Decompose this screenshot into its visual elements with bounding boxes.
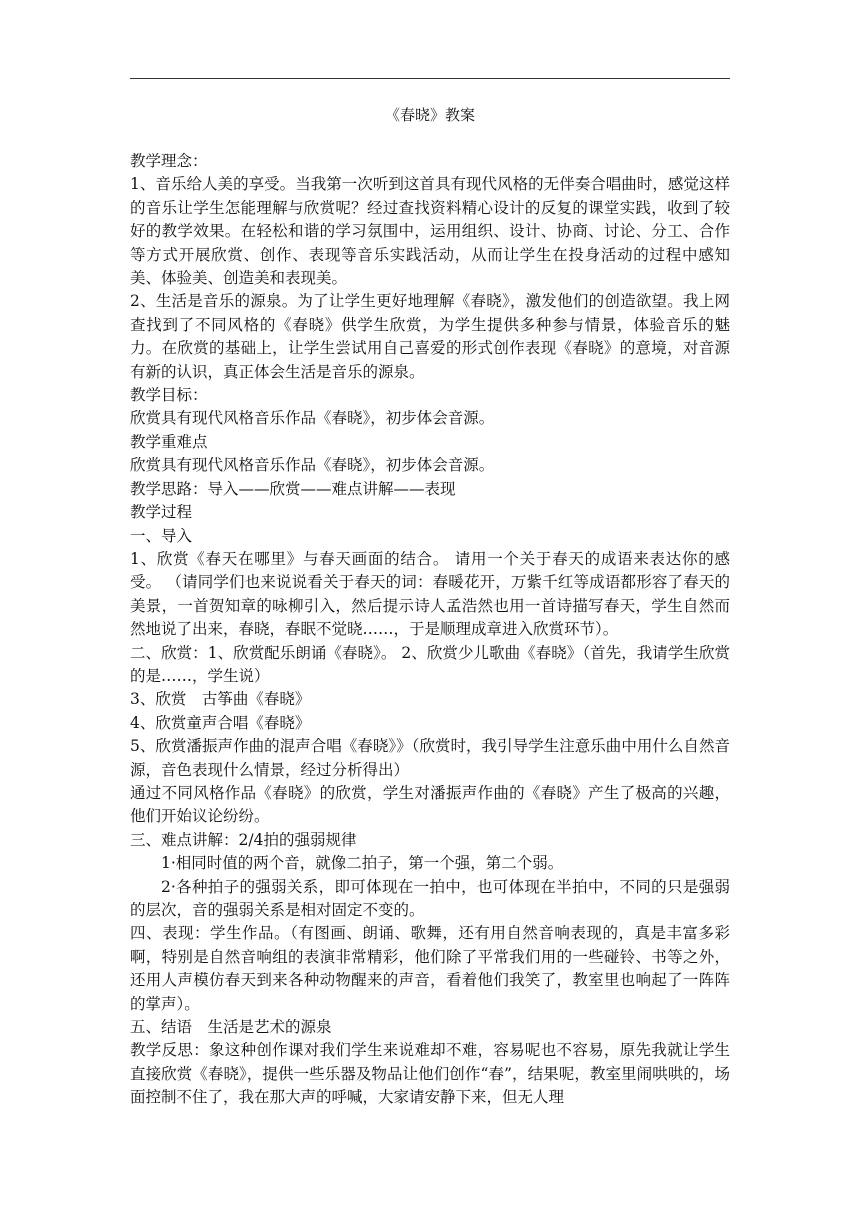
paragraph: 2、生活是音乐的源泉。为了让学生更好地理解《春晓》，激发他们的创造欲望。我上网查找到了不同风格的《春晓》供学生欣赏，为学生提供多种参与情景，体验音乐的魅力。在欣赏的基础上，让学生尝试用自己喜爱的形式创作表现《春晓》的意境，对音源有新的认识，真正体会生活是音乐的源泉。 xyxy=(130,292,730,381)
paragraph: 欣赏具有现代风格音乐作品《春晓》，初步体会音源。 xyxy=(130,409,495,428)
paragraph: 教学思路：导入——欣赏——难点讲解——表现 xyxy=(130,479,456,498)
paragraph: 2·各种拍子的强弱关系，即可体现在一拍中，也可体现在半拍中，不同的只是强弱的层次，音的强弱关系是相对固定不变的。 xyxy=(130,877,730,919)
section-heading: 三、难点讲解：2/4拍的强弱规律 xyxy=(130,830,357,849)
paragraph: 3、欣赏 古筝曲《春晓》 xyxy=(130,690,311,709)
paragraph: 教学反思：象这种创作课对我们学生来说难却不难，容易呢也不容易，原先我就让学生直接欣赏《春晓》，提供一些乐器及物品让他们创作“春”，结果呢，教室里闹哄哄的，场面控制不住了，我在那大声的呼喊，大家请安静下来，但无人理 xyxy=(130,1041,730,1107)
section-heading: 一、导入 xyxy=(130,526,193,545)
section-heading: 教学重难点 xyxy=(130,432,208,451)
section-heading: 教学目标： xyxy=(130,386,208,405)
section-heading: 教学理念： xyxy=(130,152,208,170)
paragraph: 1、欣赏《春天在哪里》与春天画面的结合。 请用一个关于春天的成语来表达你的感受。 （请同学们也来说说看关于春天的词：春暖花开，万紫千红等成语都形容了春天的美景，一首贺知章的咏柳引入，然后提示诗人孟浩然也用一首诗描写春天，学生自然而然地说了出来，春晓，春眠不觉晓……，于是顺理成章进入欣赏环节）。 xyxy=(130,549,730,639)
section-heading: 五、结语 生活是艺术的源泉 xyxy=(130,1018,332,1037)
header-rule xyxy=(130,78,730,79)
section-heading: 教学过程 xyxy=(130,503,193,522)
paragraph: 通过不同风格作品《春晓》的欣赏，学生对潘振声作曲的《春晓》产生了极高的兴趣，他们开始议论纷纷。 xyxy=(130,783,730,826)
paragraph: 5、欣赏潘振声作曲的混声合唱《春晓》》（欣赏时，我引导学生注意乐曲中用什么自然音源，音色表现什么情景，经过分析得出） xyxy=(130,737,730,779)
paragraph: 1·相同时值的两个音，就像二拍子，第一个强，第二个弱。 xyxy=(161,854,564,873)
document-body xyxy=(130,150,730,1110)
paragraph: 1、音乐给人美的享受。当我第一次听到这首具有现代风格的无伴奏合唱曲时，感觉这样的音乐让学生怎能理解与欣赏呢？经过查找资料精心设计的反复的课堂实践，收到了较好的教学效果。在轻松和谐的学习氛围中，运用组织、设计、协商、讨论、分工、合作等方式开展欣赏、创作、表现等音乐实践活动，从而让学生在投身活动的过程中感知美、体验美、创造美和表现美。 xyxy=(130,175,730,288)
document-title: 《春晓》教案 xyxy=(384,106,475,124)
paragraph: 二、欣赏：1、欣赏配乐朗诵《春晓》。 2、欣赏少儿歌曲《春晓》（首先，我请学生欣赏的是……，学生说） xyxy=(130,643,730,685)
paragraph: 欣赏具有现代风格音乐作品《春晓》，初步体会音源。 xyxy=(130,456,495,475)
paragraph: 四、表现：学生作品。（有图画、朗诵、歌舞，还有用自然音响表现的，真是丰富多彩啊，特别是自然音响组的表演非常精彩，他们除了平常我们用的一些碰铃、书等之外，还用人声模仿春天到来各种动物醒来的声音，看着他们我笑了，教室里也响起了一阵阵的掌声）。 xyxy=(130,924,730,1013)
paragraph: 4、欣赏童声合唱《春晓》 xyxy=(130,713,311,732)
